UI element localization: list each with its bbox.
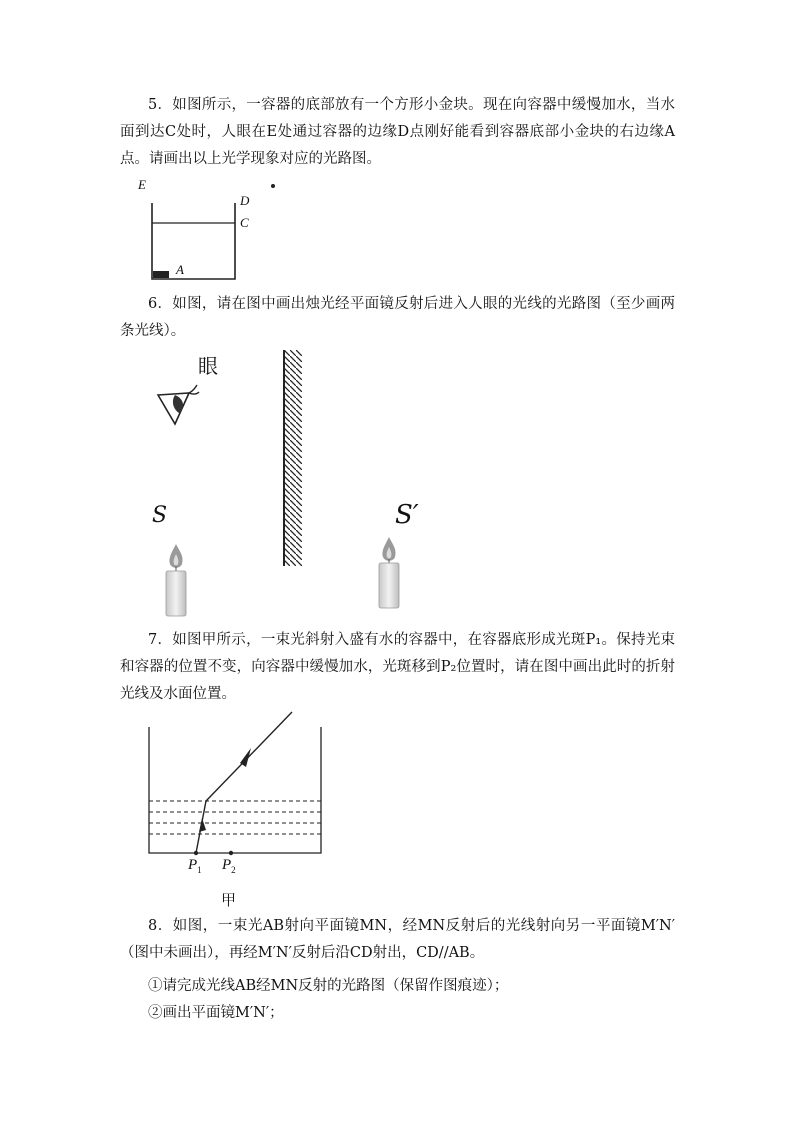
q5-text: 5．如图所示，一容器的底部放有一个方形小金块。现在向容器中缓慢加水，当水面到达C处时，人眼在E处通过容器的边缘D点刚好能看到容器底部小金块的右边缘A点。请画出以上光学现象对应的光路图。 <box>120 97 675 167</box>
point-d-label: D <box>240 193 250 208</box>
source-s-label: S <box>152 503 168 528</box>
eye-label: 眼 <box>198 354 218 378</box>
image-s-prime-label: S′ <box>395 500 419 530</box>
p2-label: $P_2$ <box>222 857 236 875</box>
candle-image-icon <box>373 533 405 613</box>
q7-refraction-diagram <box>140 705 330 865</box>
q5-container-diagram <box>140 175 300 285</box>
q6-text: 6．如图，请在图中画出烛光经平面镜反射后进入人眼的光线的光路图（至少画两条光线）。 <box>120 296 675 339</box>
point-c-label: C <box>240 215 249 230</box>
point-e-label: E <box>138 177 146 192</box>
q7-text: 7．如图甲所示，一束光斜射入盛有水的容器中，在容器底形成光斑P₁。保持光束和容器的位置不变，向容器中缓慢加水，光斑移到P₂位置时，请在图中画出此时的折射光线及水面位置。 <box>120 632 675 702</box>
candle-source-icon <box>160 540 192 620</box>
eye-icon <box>155 383 205 428</box>
plane-mirror <box>278 350 308 568</box>
q8-item-1: ①请完成光线AB经MN反射的光路图（保留作图痕迹）； <box>148 978 509 994</box>
q8-item-2: ②画出平面镜M′N′； <box>148 1005 284 1021</box>
q8-text: 8．如图，一束光AB射向平面镜MN，经MN反射后的光线射向另一平面镜M′N′（图中未画出），再经M′N′反射后沿CD射出，CD//AB。 <box>120 918 675 961</box>
point-a-label: A <box>176 262 184 277</box>
figure-caption: 甲 <box>221 891 237 909</box>
p1-label: $P_1$ <box>188 857 202 875</box>
